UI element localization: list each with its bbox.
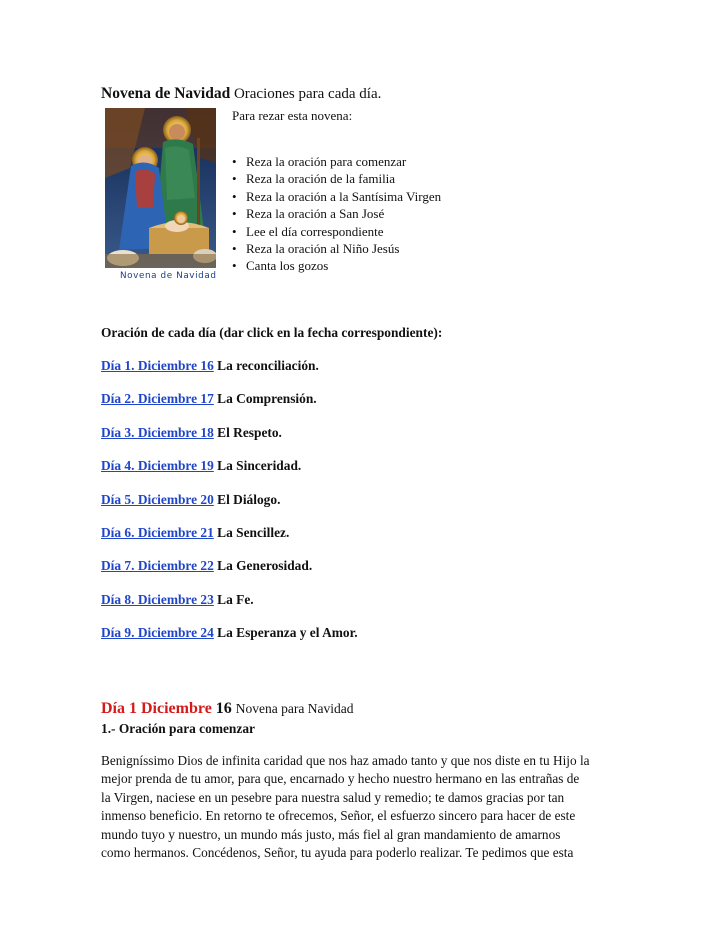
day1-heading-subtitle: Novena para Navidad (235, 701, 354, 716)
day1-heading (101, 700, 354, 718)
day-row-5 (101, 492, 358, 525)
paragraph-line: la Virgen, naciese en un pesebre para nuestra salud y remedio; te damos gracias por tan (101, 789, 565, 805)
paragraph-line: como hermanos. Concédenos, Señor, tu ayuda para poderlo realizar. Te pedimos que esta (101, 845, 574, 861)
days-list (101, 358, 358, 659)
paragraph-line: mundo tuyo y nuestro, un mundo más justo, más fiel al gran mandamiento de amarnos (101, 826, 561, 842)
image-caption: Novena de Navidad (120, 271, 217, 281)
step-item: • Reza la oración para comenzar (232, 153, 441, 170)
step-item: • Reza la oración al Niño Jesús (232, 240, 441, 257)
day-link-3[interactable]: Día 3. Diciembre 18 (101, 424, 214, 440)
paragraph-line: mejor prenda de tu amor, para que, encarnado y hecho nuestro hermano en las entrañas de (101, 771, 580, 787)
day-row-8 (101, 592, 358, 625)
day-link-9[interactable]: Día 9. Diciembre 24 (101, 625, 214, 641)
title-bold: Novena de Navidad (101, 85, 231, 102)
prayer-paragraph (101, 752, 641, 862)
day-row-3 (101, 425, 358, 458)
paragraph-line: Benigníssimo Dios de infinita caridad que nos haz amado tanto y que nos diste en tu Hijo la (101, 753, 590, 768)
title-subtitle: Oraciones para cada día. (233, 86, 382, 102)
day-link-6[interactable]: Día 6. Diciembre 21 (101, 524, 214, 540)
day-link-5[interactable]: Día 5. Diciembre 20 (101, 491, 214, 507)
step-item: • Lee el día correspondiente (232, 223, 441, 240)
day-theme-4: La Sinceridad. (217, 458, 302, 474)
step-item: • Reza la oración a la Santísima Virgen (232, 188, 441, 205)
days-intro: Oración de cada día (dar click en la fecha correspondiente): (101, 325, 443, 340)
step-item: • Reza la oración de la familia (232, 170, 441, 187)
day-link-2[interactable]: Día 2. Diciembre 17 (101, 391, 214, 407)
day-theme-6: La Sencillez. (217, 524, 290, 540)
day-theme-7: La Generosidad. (217, 558, 313, 574)
day-theme-9: La Esperanza y el Amor. (217, 625, 358, 641)
day-theme-2: La Comprensión. (217, 391, 317, 407)
day-link-1[interactable]: Día 1. Diciembre 16 (101, 358, 214, 373)
section-title: 1.- Oración para comenzar (101, 721, 255, 736)
day-link-8[interactable]: Día 8. Diciembre 23 (101, 591, 214, 607)
day-row-6 (101, 525, 358, 558)
day-row-2 (101, 391, 358, 424)
day1-heading-date: Día 1 Diciembre (101, 700, 212, 717)
day-theme-3: El Respeto. (217, 424, 282, 440)
day-theme-8: La Fe. (217, 591, 254, 607)
day-row-9 (101, 625, 358, 658)
day1-heading-number: 16 (215, 700, 232, 717)
step-item: • Reza la oración a San José (232, 205, 441, 222)
day-theme-5: El Diálogo. (217, 491, 281, 507)
day-link-4[interactable]: Día 4. Diciembre 19 (101, 458, 214, 474)
day-row-4 (101, 458, 358, 491)
page-title (101, 85, 381, 103)
day-row-7 (101, 558, 358, 591)
day-row-1 (101, 358, 358, 391)
day-link-7[interactable]: Día 7. Diciembre 22 (101, 558, 214, 574)
step-item: • Canta los gozos (232, 257, 441, 274)
paragraph-line: inmenso beneficio. En retorno te ofrecemos, Señor, el esfuerzo sincero para hacer de este (101, 808, 576, 824)
howto-steps-list (232, 153, 441, 275)
day-theme-1: La reconciliación. (217, 358, 319, 373)
nativity-image (105, 108, 216, 268)
howto-heading: Para rezar esta novena: (232, 108, 353, 123)
